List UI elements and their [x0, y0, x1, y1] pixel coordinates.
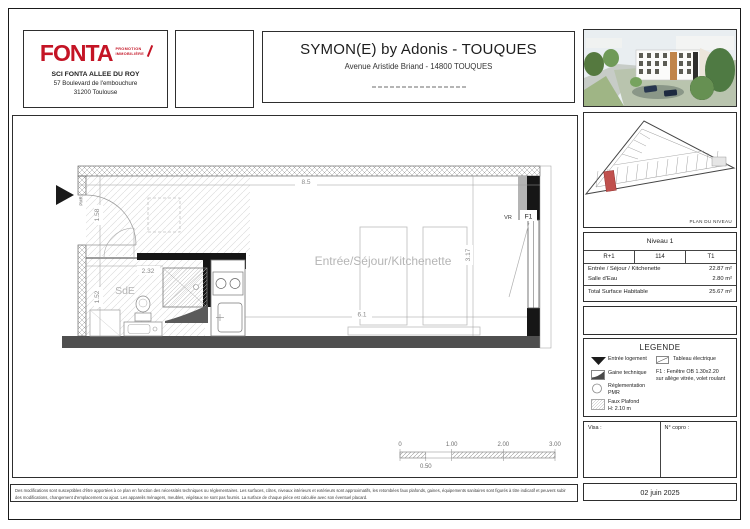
disclaimer-line-2: des modifications, changement d'emplacement ou ajout. Les appareils ménagers, meubles, végétaux ne sont pas fournis. La surface de chaque pièce est calculée avec son éventuel placard. — [15, 494, 368, 500]
top-wall — [78, 166, 540, 176]
unit-floor: R+1 — [603, 254, 615, 260]
empty-header-box — [175, 30, 254, 108]
building-render-box — [583, 29, 737, 107]
unit-type: T1 — [685, 251, 736, 263]
dim-bathroom-v: 1.52 — [94, 290, 101, 304]
bottom-wall — [62, 336, 540, 348]
company-name: SCI FONTA ALLEE DU ROY — [51, 71, 140, 78]
entrance-arrow-icon — [56, 185, 74, 205]
unit-id-row — [584, 251, 736, 264]
scale-bar — [398, 442, 561, 470]
vanity-sink — [124, 322, 162, 336]
entry-arrow-icon — [591, 356, 608, 366]
legend-item: Entrée logement — [591, 356, 647, 366]
legend-item: Tableau électrique — [656, 356, 716, 364]
toilet — [135, 296, 151, 321]
electrical-panel-icon — [656, 356, 673, 364]
approval-box — [583, 421, 737, 478]
legend-item-window-note: F1 : Fenêtre OB 1.30x2.20 sur allège vitrée, volet roulant — [656, 369, 726, 382]
dim-top: 8.5 — [301, 179, 311, 186]
legend-item: Réglementation PMR — [591, 383, 645, 396]
left-wall-upper — [78, 176, 86, 195]
room-label: Entrée/Séjour/Kitchenette — [314, 254, 452, 268]
floor-plan-drawing — [13, 116, 577, 477]
svg-text:3.00: 3.00 — [549, 442, 561, 448]
shutter-label: VR — [504, 215, 512, 221]
left-wall-lower — [78, 245, 86, 336]
level-title: Niveau 1 — [584, 233, 736, 251]
pmr-circle-icon — [591, 383, 608, 394]
svg-text:0: 0 — [398, 442, 402, 448]
fonta-logo: FONTA — [39, 40, 113, 66]
date-box: 02 juin 2025 — [583, 483, 737, 501]
legend-item: Faux Plafond H: 2.10 m — [591, 399, 639, 412]
logo-slash-mark — [147, 45, 153, 57]
disclaimer-box — [10, 484, 578, 502]
dim-bathroom-h: 2.32 — [141, 268, 155, 275]
pmr-door-label: PMR — [78, 196, 84, 206]
title-fine-print-line — [372, 86, 466, 88]
project-address: Avenue Aristide Briand - 14800 TOUQUES — [344, 62, 493, 71]
table-total-row: Total Surface Habitable 25.67 m² — [584, 285, 736, 298]
technical-duct-icon — [591, 370, 608, 380]
table-row: Salle d'Eau 2.80 m² — [588, 276, 732, 282]
dim-right: 3.17 — [465, 248, 472, 262]
bathroom-label: SdE — [115, 285, 135, 297]
dim-entry: 1.58 — [94, 208, 101, 222]
developer-logo-box — [23, 30, 168, 108]
unit-summary-table — [583, 232, 737, 302]
legend-box — [583, 338, 737, 417]
kitchenette-counter — [211, 260, 245, 336]
false-ceiling-zone — [86, 176, 250, 256]
svg-text:1.00: 1.00 — [445, 442, 458, 448]
company-city: 31200 Toulouse — [73, 89, 118, 96]
key-plan-caption: PLAN DU NIVEAU — [689, 219, 732, 224]
visa-field: Visa : — [588, 425, 602, 431]
logo-tagline: PROMOTION IMMOBILIÈRE — [115, 47, 145, 56]
floor-plan-area — [12, 115, 578, 478]
copro-number-field: N° copro : — [660, 422, 737, 477]
table-row: Entrée / Séjour / Kitchenette 22.87 m² — [588, 266, 732, 272]
false-ceiling-icon — [591, 399, 608, 410]
dim-bottom: 6.1 — [357, 311, 367, 319]
project-title: SYMON(E) by Adonis - TOUQUES — [300, 41, 537, 58]
building-render-image — [584, 30, 736, 106]
unit-lot-number: 114 — [634, 251, 685, 263]
window-label: F1 — [524, 213, 533, 221]
window-sash-line — [509, 223, 529, 297]
appliance-space — [90, 310, 120, 336]
svg-text:0.50: 0.50 — [419, 464, 432, 470]
svg-text:2.00: 2.00 — [497, 442, 510, 448]
window-f1 — [509, 220, 539, 308]
cooktop — [213, 272, 243, 295]
company-street: 57 Boulevard de l'embouchure — [53, 80, 138, 87]
legend-title: LEGENDE — [639, 343, 681, 352]
legend-item: Gaine technique — [591, 370, 647, 380]
empty-side-box — [583, 306, 737, 335]
shower — [163, 268, 207, 307]
level-key-plan-box — [583, 112, 737, 228]
disclaimer-line-1: Des modifications sont susceptibles d'être apportées à ce plan en fonction des nécessités techniques ou réglementaires. Les surfaces, côtes, niveaux intérieurs et extérieurs sont approximatifs, les retombées faux plafonds, gaines, équipements sanitaires sont figurés à titre indicatif et peuvent subir — [15, 487, 566, 493]
exterior-ledge — [540, 166, 551, 348]
level-key-plan — [584, 113, 736, 227]
project-title-box — [262, 31, 575, 103]
